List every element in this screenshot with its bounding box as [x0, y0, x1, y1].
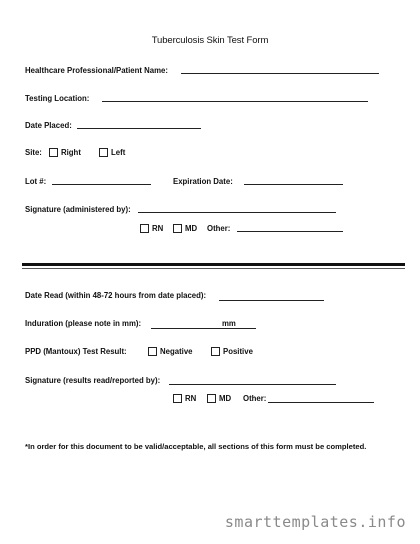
read-md-label: MD [219, 394, 232, 403]
section-divider-thick [22, 263, 405, 266]
admin-md-checkbox[interactable] [173, 224, 182, 233]
watermark: smarttemplates.info [224, 513, 406, 531]
healthcare-name-field[interactable] [181, 73, 379, 74]
site-right-label: Right [61, 148, 81, 157]
ppd-result-label: PPD (Mantoux) Test Result: [25, 347, 127, 356]
site-label: Site: [25, 148, 42, 157]
admin-rn-label: RN [152, 224, 164, 233]
date-read-field[interactable] [219, 300, 324, 301]
admin-other-label: Other: [207, 224, 231, 233]
date-placed-label: Date Placed: [25, 121, 72, 130]
healthcare-name-label: Healthcare Professional/Patient Name: [25, 66, 168, 75]
form-title: Tuberculosis Skin Test Form [151, 35, 269, 46]
testing-location-label: Testing Location: [25, 94, 90, 103]
section-divider-thin [22, 268, 405, 269]
ppd-positive-label: Positive [223, 347, 253, 356]
read-other-label: Other: [243, 394, 267, 403]
admin-rn-checkbox[interactable] [140, 224, 149, 233]
admin-other-field[interactable] [237, 231, 343, 232]
read-other-field[interactable] [268, 402, 374, 403]
validity-footnote: *In order for this document to be valid/acceptable, all sections of this form must be completed. [25, 442, 367, 451]
expiration-date-field[interactable] [244, 184, 343, 185]
lot-number-label: Lot #: [25, 177, 47, 186]
read-rn-label: RN [185, 394, 197, 403]
expiration-date-label: Expiration Date: [173, 177, 233, 186]
induration-label: Induration (please note in mm): [25, 319, 142, 328]
induration-field[interactable] [151, 328, 256, 329]
testing-location-field[interactable] [102, 101, 368, 102]
induration-unit: mm [222, 319, 236, 328]
signature-read-field[interactable] [169, 384, 336, 385]
read-rn-checkbox[interactable] [173, 394, 182, 403]
signature-administered-field[interactable] [138, 212, 336, 213]
signature-read-label: Signature (results read/reported by): [25, 376, 161, 385]
site-left-checkbox[interactable] [99, 148, 108, 157]
date-read-label: Date Read (within 48-72 hours from date placed): [25, 291, 207, 300]
lot-number-field[interactable] [52, 184, 151, 185]
site-left-label: Left [111, 148, 126, 157]
read-md-checkbox[interactable] [207, 394, 216, 403]
signature-administered-label: Signature (administered by): [25, 205, 131, 214]
date-placed-field[interactable] [77, 128, 201, 129]
site-right-checkbox[interactable] [49, 148, 58, 157]
ppd-negative-label: Negative [160, 347, 193, 356]
admin-md-label: MD [185, 224, 198, 233]
ppd-positive-checkbox[interactable] [211, 347, 220, 356]
ppd-negative-checkbox[interactable] [148, 347, 157, 356]
